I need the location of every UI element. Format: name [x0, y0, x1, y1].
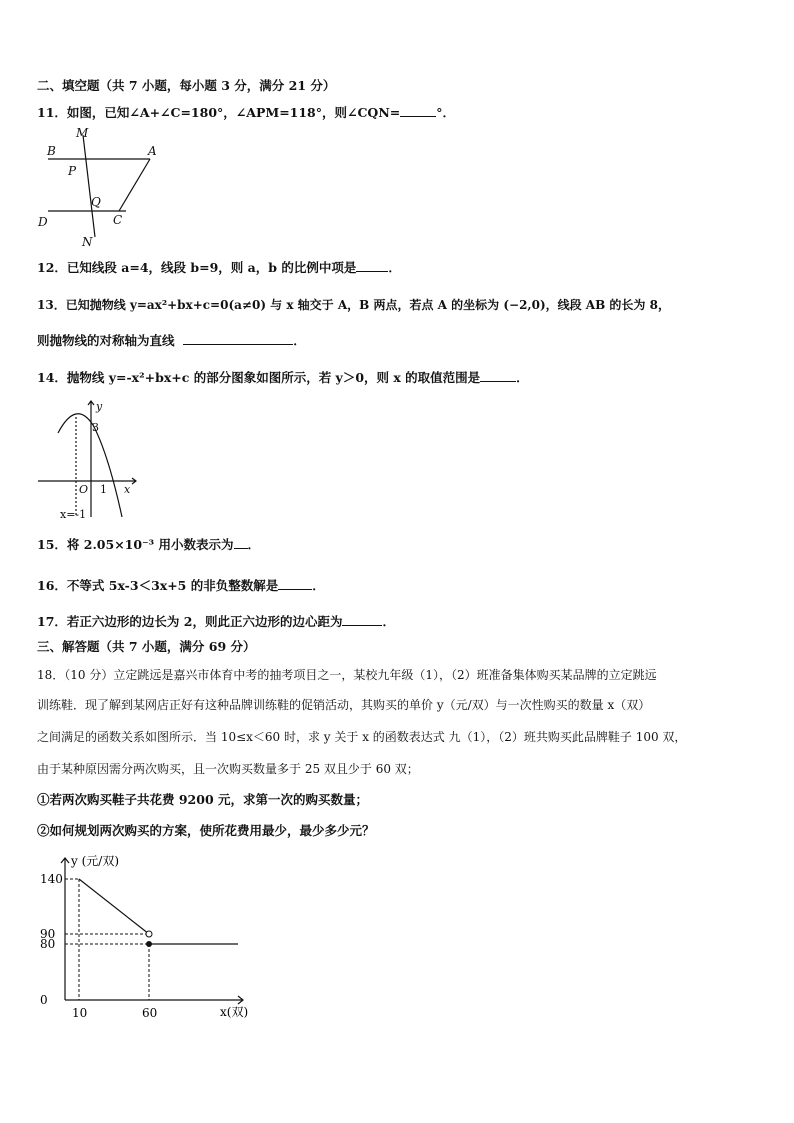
- answer-blank-14[interactable]: [480, 369, 516, 382]
- label-x: x: [124, 483, 131, 496]
- label-1: 1: [100, 483, 107, 496]
- label-p: P: [68, 164, 77, 178]
- answer-blank-12[interactable]: [356, 259, 388, 272]
- label-b: B: [47, 144, 56, 158]
- label-3: 3: [92, 421, 99, 434]
- answer-blank-15[interactable]: [234, 536, 248, 549]
- question-14: [37, 369, 529, 387]
- y-tick-label: 90: [40, 927, 56, 941]
- open-point: [146, 931, 152, 937]
- label-m: M: [76, 126, 89, 140]
- question-15-text: 15．将 2.05×10⁻³ 用小数表示为: [37, 537, 234, 552]
- answer-blank-16[interactable]: [278, 577, 312, 590]
- label-q: Q: [91, 195, 101, 209]
- question-14-text: 14．抛物线 y=-x²+bx+c 的部分图象如图所示，若 y＞0，则 x 的取值范围是: [37, 370, 481, 385]
- question-18-line-2: 训练鞋．现了解到某网店正好有这种品牌训练鞋的促销活动，其购买的单价 y（元/双）与一次性购买的数量 x（双）: [37, 698, 651, 712]
- question-18-sub-1: ①若两次购买鞋子共花费 9200 元，求第一次的购买数量；: [37, 792, 368, 807]
- line-ac: [119, 159, 150, 211]
- x-tick-label: 10: [72, 1006, 88, 1020]
- question-12: [37, 259, 401, 277]
- question-12-text: 12．已知线段 a=4，线段 b=9，则 a，b 的比例中项是: [37, 260, 357, 275]
- parabola: [58, 414, 122, 517]
- y-tick-label: 0: [40, 993, 48, 1007]
- label-c: C: [113, 213, 123, 227]
- question-17-tail: ．: [382, 614, 395, 629]
- q11-figure: [34, 127, 194, 247]
- question-14-tail: ．: [516, 370, 529, 385]
- section3-heading: 三、解答题（共 7 小题，满分 69 分）: [37, 639, 256, 654]
- label-d: D: [38, 215, 48, 229]
- chart-x-label: x(双): [220, 1005, 249, 1019]
- series-segment-1: [79, 879, 149, 934]
- y-tick-label: 140: [40, 872, 63, 886]
- label-y: y: [96, 400, 103, 413]
- question-18-sub-2: ②如何规划两次购买的方案，使所花费用最少，最少多少元？: [37, 823, 375, 838]
- question-18-line-3: 之间满足的函数关系如图所示．当 10≤x＜60 时，求 y 关于 x 的函数表达式 九（1），（2）班共购买此品牌鞋子 100 双，: [37, 730, 687, 744]
- question-13-line-1: 13．已知抛物线 y=ax²+bx+c=0(a≠0) 与 x 轴交于 A，B 两点，若点 A 的坐标为 (−2,0)，线段 AB 的长为 8，: [37, 298, 670, 312]
- question-17: [37, 613, 395, 631]
- x-tick-label: 60: [142, 1006, 158, 1020]
- closed-point: [146, 941, 152, 947]
- answer-blank-11[interactable]: [400, 104, 436, 117]
- section2-heading: 二、填空题（共 7 小题，每小题 3 分，满分 21 分）: [37, 78, 336, 93]
- q14-figure: [36, 395, 146, 525]
- question-18-line-4: 由于某种原因需分两次购买，且一次购买数量多于 25 双且少于 60 双；: [37, 762, 419, 776]
- question-17-text: 17．若正六边形的边长为 2，则此正六边形的边心距为: [37, 614, 343, 629]
- question-15: [37, 536, 260, 554]
- label-a: A: [148, 144, 157, 158]
- question-13-tail: ．: [293, 333, 306, 348]
- question-16-text: 16．不等式 5x-3＜3x+5 的非负整数解是: [37, 578, 279, 593]
- label-symmetry: x=-1: [60, 508, 87, 521]
- question-18-line-1: 18．（10 分）立定跳远是嘉兴市体育中考的抽考项目之一，某校九年级（1），（2）班准备集体购买某品牌的立定跳远: [37, 668, 657, 682]
- question-13-text: 则抛物线的对称轴为直线: [37, 333, 175, 348]
- label-n: N: [82, 235, 93, 249]
- question-12-tail: ．: [388, 260, 401, 275]
- question-11-text: 11．如图，已知∠A+∠C=180°，∠APM=118°，则∠CQN=: [37, 105, 401, 120]
- price-chart: [30, 850, 270, 1025]
- question-11: [37, 104, 455, 122]
- label-o: O: [79, 483, 89, 496]
- transversal-mn: [83, 135, 95, 237]
- y-tick-label: 80: [40, 937, 56, 951]
- question-16: [37, 577, 325, 595]
- chart-y-label: y (元/双): [71, 854, 120, 868]
- question-15-tail: ．: [247, 537, 261, 552]
- question-11-tail: °．: [436, 105, 455, 120]
- question-13-line-2: [37, 332, 306, 350]
- answer-blank-17[interactable]: [342, 613, 382, 626]
- answer-blank-13[interactable]: [183, 332, 293, 345]
- question-16-tail: ．: [312, 578, 325, 593]
